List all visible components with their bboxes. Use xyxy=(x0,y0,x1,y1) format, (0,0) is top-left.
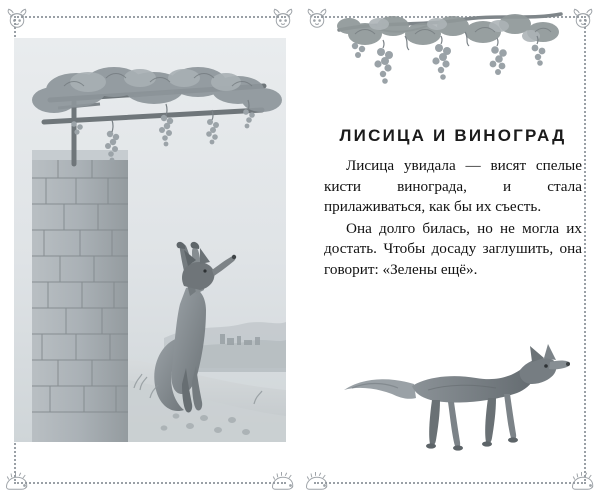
girl-head-icon xyxy=(2,4,32,34)
girl-head-icon xyxy=(268,4,298,34)
fox-reaching-for-grapes-illustration xyxy=(14,38,286,442)
right-page xyxy=(300,0,600,500)
girl-head-icon xyxy=(302,4,332,34)
hedgehog-icon xyxy=(268,466,298,496)
story-paragraph: Лисица увидала — висят спелые кисти винограда, и стала прилаживаться, как бы их съесть. xyxy=(324,157,582,215)
story-text-block xyxy=(324,120,582,280)
story-paragraph: Она долго билась, но не могла их достать. Чтобы досаду заглушить, она говорит: «Зелены ещё». xyxy=(324,219,582,278)
hedgehog-icon xyxy=(568,466,598,496)
page-title: ЛИСИЦА И ВИНОГРАД xyxy=(339,126,567,145)
fox-walking-away-illustration xyxy=(336,332,572,460)
girl-head-icon xyxy=(568,4,598,34)
left-page xyxy=(0,0,300,500)
grape-vine-illustration xyxy=(335,4,565,116)
hedgehog-icon xyxy=(2,466,32,496)
hedgehog-icon xyxy=(302,466,332,496)
